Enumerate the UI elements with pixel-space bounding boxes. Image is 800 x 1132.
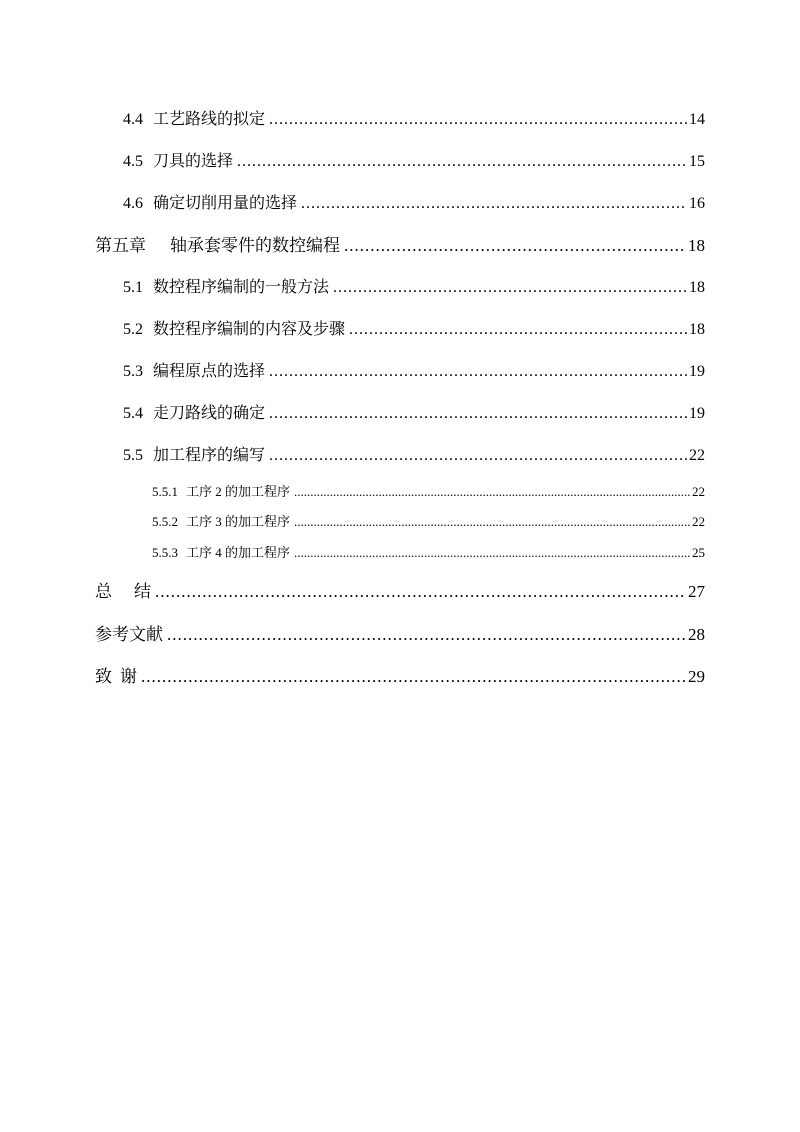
subsection-title: 工序 4 的加工程序 (186, 545, 291, 560)
toc-entry-5-5[interactable] (123, 442, 705, 465)
page-number: 25 (692, 545, 705, 560)
dot-leader (269, 405, 687, 423)
toc-entry-chapter-5[interactable] (95, 231, 705, 256)
page-number: 18 (689, 279, 705, 296)
toc-entry-acknowledgements[interactable] (95, 662, 705, 687)
chapter-title: 轴承套零件的数控编程 (170, 236, 340, 255)
page-number: 22 (692, 514, 705, 529)
section-number: 5.4 (123, 405, 143, 422)
page-number: 14 (689, 111, 705, 128)
section-title: 确定切削用量的选择 (153, 195, 298, 212)
toc-entry-5-1[interactable] (123, 274, 705, 297)
section-number: 4.4 (123, 111, 143, 128)
section-title: 数控程序编制的内容及步骤 (153, 321, 346, 338)
dot-leader (349, 321, 687, 339)
section-title: 数控程序编制的一般方法 (153, 279, 330, 296)
subsection-title: 工序 3 的加工程序 (186, 514, 291, 529)
dot-leader (294, 545, 690, 561)
subsection-number: 5.5.1 (152, 484, 178, 499)
toc-entry-5-4[interactable] (123, 400, 705, 423)
dot-leader (237, 153, 687, 171)
heading-char-1: 致 (95, 667, 112, 686)
page-number: 28 (688, 625, 705, 644)
heading-title: 参考文献 (95, 625, 163, 644)
toc-entry-4-6[interactable] (123, 190, 705, 213)
dot-leader (269, 447, 687, 465)
chapter-number: 第五章 (95, 236, 146, 255)
page-number: 22 (689, 447, 705, 464)
dot-leader (301, 195, 687, 213)
toc-entry-4-5[interactable] (123, 148, 705, 171)
heading-char-2: 结 (134, 582, 151, 601)
toc-entry-5-3[interactable] (123, 358, 705, 381)
page-number: 29 (688, 667, 705, 686)
toc-entry-4-4[interactable] (123, 106, 705, 129)
heading-char-1: 总 (95, 582, 112, 601)
page-number: 18 (688, 236, 705, 255)
section-number: 5.1 (123, 279, 143, 296)
toc-entry-conclusion[interactable] (95, 577, 705, 602)
subsection-number: 5.5.3 (152, 545, 178, 560)
page-number: 15 (689, 153, 705, 170)
page-number: 18 (689, 321, 705, 338)
dot-leader (167, 625, 686, 645)
page-number: 27 (688, 582, 705, 601)
dot-leader (294, 484, 690, 500)
toc-entry-5-5-1[interactable] (152, 481, 705, 500)
page-number: 16 (689, 195, 705, 212)
page-number: 19 (689, 363, 705, 380)
toc-entry-5-5-3[interactable] (152, 542, 705, 561)
section-number: 4.6 (123, 195, 143, 212)
section-title: 刀具的选择 (153, 153, 234, 170)
heading-char-2: 谢 (120, 667, 137, 686)
section-number: 4.5 (123, 153, 143, 170)
page-number: 19 (689, 405, 705, 422)
toc-entry-5-2[interactable] (123, 316, 705, 339)
dot-leader (269, 111, 687, 129)
section-number: 5.5 (123, 447, 143, 464)
section-number: 5.2 (123, 321, 143, 338)
page-number: 22 (692, 484, 705, 499)
subsection-number: 5.5.2 (152, 514, 178, 529)
dot-leader (333, 279, 687, 297)
dot-leader (344, 236, 686, 256)
dot-leader (294, 514, 690, 530)
dot-leader (269, 363, 687, 381)
section-title: 编程原点的选择 (153, 363, 266, 380)
section-title: 走刀路线的确定 (153, 405, 266, 422)
toc-entry-references[interactable] (95, 620, 705, 645)
section-title: 工艺路线的拟定 (153, 111, 266, 128)
dot-leader (141, 667, 686, 687)
section-title: 加工程序的编写 (153, 447, 266, 464)
dot-leader (155, 582, 686, 602)
subsection-title: 工序 2 的加工程序 (186, 484, 291, 499)
toc-entry-5-5-2[interactable] (152, 511, 705, 530)
section-number: 5.3 (123, 363, 143, 380)
